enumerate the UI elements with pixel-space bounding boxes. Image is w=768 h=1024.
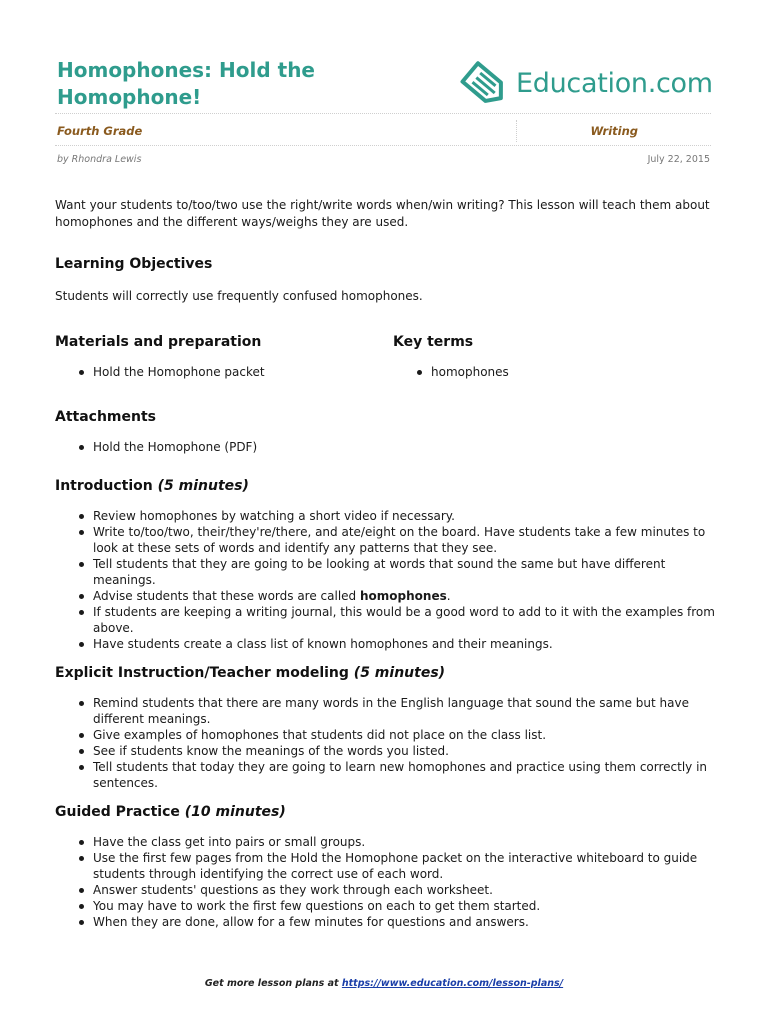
section-duration: (5 minutes): [353, 665, 446, 681]
explicit-instruction-heading: [55, 665, 445, 681]
section-duration: (10 minutes): [184, 804, 286, 820]
list-item: homophones: [393, 364, 693, 380]
attachment-link[interactable]: Hold the Homophone (PDF): [55, 439, 695, 455]
learning-objectives-text: Students will correctly use frequently confused homophones.: [55, 289, 423, 303]
section-title: Guided Practice: [55, 804, 180, 820]
list-item: Give examples of homophones that students did not place on the class list.: [55, 727, 715, 743]
item-text-after: .: [446, 589, 451, 603]
item-text-before: Advise students that these words are called: [93, 589, 360, 603]
key-terms-list: [393, 364, 693, 380]
attachments-list: [55, 439, 695, 455]
section-title: Introduction: [55, 478, 153, 494]
introduction-heading: [55, 478, 249, 494]
section-duration: (5 minutes): [157, 478, 249, 494]
key-term-bold: homophones: [359, 589, 447, 603]
page-title: Homophones: Hold the Homophone!: [57, 58, 315, 109]
education-com-logo[interactable]: [456, 58, 716, 110]
grade-label: Fourth Grade: [57, 124, 143, 138]
footer: [0, 978, 768, 989]
pencil-logo-icon: [456, 58, 512, 110]
learning-objectives-heading: Learning Objectives: [55, 256, 213, 272]
guided-practice-list: [55, 834, 715, 930]
meta-divider: [55, 145, 711, 146]
list-item: You may have to work the first few questions on each to get them started.: [55, 898, 715, 914]
section-title: Explicit Instruction/Teacher modeling: [55, 665, 349, 681]
author-byline: by Rhondra Lewis: [57, 154, 142, 165]
logo-text: Education.com: [516, 68, 713, 99]
list-item: If students are keeping a writing journal, this would be a good word to add to it with the examples from above.: [55, 604, 715, 636]
list-item: Write to/too/two, their/they're/there, and ate/eight on the board. Have students take a few minutes to look at these sets of words and identify any patterns that they see.: [55, 524, 715, 556]
list-item: Review homophones by watching a short video if necessary.: [55, 508, 715, 524]
list-item: When they are done, allow for a few minutes for questions and answers.: [55, 914, 715, 930]
list-item: Have the class get into pairs or small groups.: [55, 834, 715, 850]
introduction-list: [55, 508, 715, 652]
list-item: Tell students that they are going to be looking at words that sound the same but have different meanings.: [55, 556, 715, 588]
list-item: Tell students that today they are going to learn new homophones and practice using them correctly in sentences.: [55, 759, 715, 791]
list-item: Remind students that there are many words in the English language that sound the same but have different meanings.: [55, 695, 715, 727]
list-item: Have students create a class list of known homophones and their meanings.: [55, 636, 715, 652]
header-divider: [55, 113, 711, 114]
explicit-instruction-list: [55, 695, 715, 791]
subject-label: Writing: [590, 124, 638, 138]
lesson-plans-link[interactable]: https://www.education.com/lesson-plans/: [341, 978, 564, 989]
list-item: [55, 588, 715, 604]
footer-text: Get more lesson plans at: [204, 978, 342, 989]
materials-list: [55, 364, 375, 380]
key-terms-heading: Key terms: [393, 334, 474, 350]
attachments-heading: Attachments: [55, 409, 157, 425]
meta-column-divider: [516, 120, 517, 142]
intro-paragraph: Want your students to/too/two use the right/write words when/win writing? This lesson will teach them about homophones and the different ways/weighs they are used.: [55, 198, 710, 229]
publish-date: July 22, 2015: [647, 154, 710, 165]
list-item: See if students know the meanings of the words you listed.: [55, 743, 715, 759]
list-item: Answer students' questions as they work through each worksheet.: [55, 882, 715, 898]
guided-practice-heading: [55, 804, 286, 820]
list-item: Hold the Homophone packet: [55, 364, 375, 380]
list-item: Use the first few pages from the Hold the Homophone packet on the interactive whiteboard to guide students through identifying the correct use of each word.: [55, 850, 715, 882]
materials-heading: Materials and preparation: [55, 334, 262, 350]
